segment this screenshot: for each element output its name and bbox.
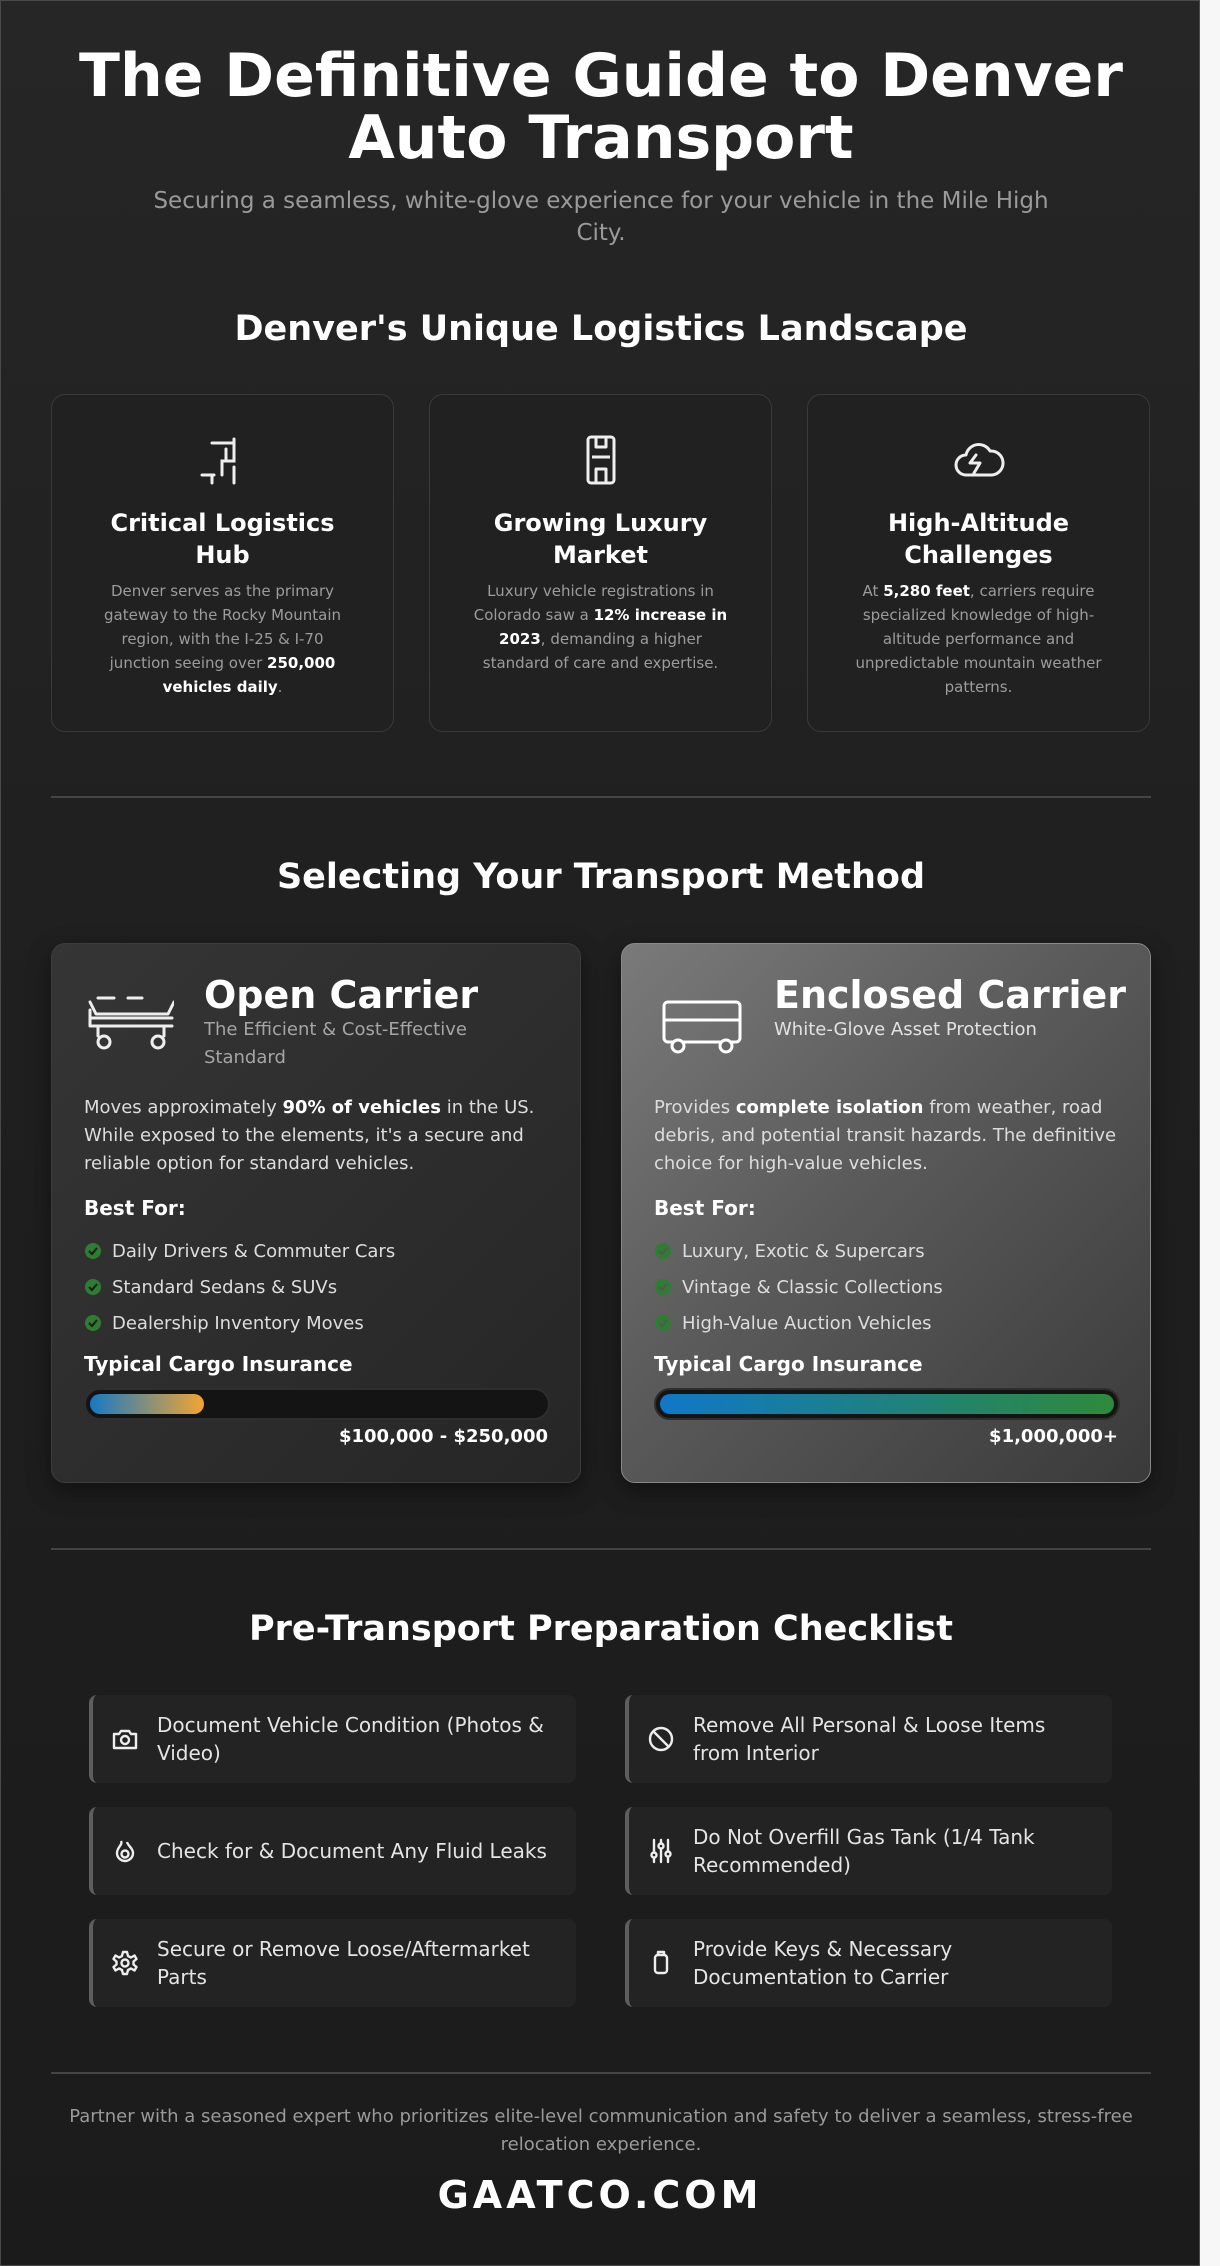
section-divider [51, 796, 1151, 798]
insurance-label: Typical Cargo Insurance [84, 1352, 353, 1376]
check-circle-icon [654, 1314, 672, 1332]
best-for-item: Luxury, Exotic & Supercars [654, 1233, 943, 1269]
checklist-item-remove-items: Remove All Personal & Loose Items from Interior [625, 1695, 1112, 1783]
sliders-icon [647, 1837, 675, 1865]
enclosed-carrier-description: Provides complete isolation from weather, road debris, and potential transit hazards. The definitive choice for high-value vehicles. [654, 1097, 1117, 1174]
enclosed-carrier-truck-icon [654, 986, 744, 1058]
camera-icon [111, 1725, 139, 1753]
section-divider [51, 1548, 1151, 1550]
enclosed-carrier-tagline: White-Glove Asset Protection [774, 1019, 1037, 1040]
best-for-item: Standard Sedans & SUVs [84, 1269, 395, 1305]
checklist-item-document-condition: Document Vehicle Condition (Photos & Video) [89, 1695, 576, 1783]
checklist-item-gas-tank: Do Not Overfill Gas Tank (1/4 Tank Recommended) [625, 1807, 1112, 1895]
feature-card-text: At 5,280 feet, carriers require specialized knowledge of high-altitude performance and unpredictable mountain weather patterns. [855, 582, 1102, 696]
feature-card-title: Critical Logistics Hub [110, 509, 335, 569]
building-icon [430, 431, 771, 489]
feature-card-title: Growing Luxury Market [493, 509, 708, 569]
feature-card-text: Denver serves as the primary gateway to the Rocky Mountain region, with the I-25 & I-70 junction seeing over 250,000 vehicles daily. [104, 582, 341, 696]
brand-link[interactable]: GAATCO.COM [437, 2173, 763, 2217]
page-title: The Definitive Guide to Denver Auto Transport [79, 41, 1123, 173]
checklist-item-fluid-leaks: Check for & Document Any Fluid Leaks [89, 1807, 576, 1895]
feature-card-logistics-hub [51, 394, 394, 732]
check-circle-icon [654, 1278, 672, 1296]
section-heading-landscape: Denver's Unique Logistics Landscape [234, 309, 968, 349]
best-for-label: Best For: [84, 1196, 186, 1220]
insurance-value: $1,000,000+ [989, 1426, 1118, 1447]
best-for-list [84, 1233, 395, 1341]
checklist-item-loose-parts: Secure or Remove Loose/Aftermarket Parts [89, 1919, 576, 2007]
insurance-label: Typical Cargo Insurance [654, 1352, 923, 1376]
insurance-bar-fill [660, 1394, 1114, 1414]
check-circle-icon [84, 1278, 102, 1296]
feature-card-text: Luxury vehicle registrations in Colorado saw a 12% increase in 2023, demanding a higher standard of care and expertise. [473, 582, 728, 672]
insurance-bar [84, 1388, 550, 1420]
section-divider [51, 2072, 1151, 2074]
feature-card-high-altitude [807, 394, 1150, 732]
insurance-bar-fill [90, 1394, 204, 1414]
best-for-item: Dealership Inventory Moves [84, 1305, 395, 1341]
fluid-drop-icon [111, 1837, 139, 1865]
footer-text: Partner with a seasoned expert who prioritizes elite-level communication and safety to deliver a seamless, stress-free relocation experience. [69, 2106, 1133, 2155]
feature-card-luxury-market [429, 394, 772, 732]
check-circle-icon [654, 1242, 672, 1260]
cloud-lightning-icon [808, 431, 1149, 489]
open-carrier-title: Open Carrier [204, 973, 479, 1017]
insurance-bar [654, 1388, 1120, 1420]
open-carrier-truck-icon [84, 986, 174, 1058]
open-carrier-card [51, 943, 581, 1483]
no-entry-icon [647, 1725, 675, 1753]
open-carrier-tagline: The Efficient & Cost-Effective Standard [204, 1019, 467, 1068]
highway-icon [52, 431, 393, 489]
key-fob-icon [647, 1949, 675, 1977]
check-circle-icon [84, 1314, 102, 1332]
best-for-item: Daily Drivers & Commuter Cars [84, 1233, 395, 1269]
best-for-label: Best For: [654, 1196, 756, 1220]
insurance-value: $100,000 - $250,000 [338, 1426, 548, 1447]
open-carrier-description: Moves approximately 90% of vehicles in the US. While exposed to the elements, it's a secure and reliable option for standard vehicles. [84, 1097, 535, 1174]
page-subtitle: Securing a seamless, white-glove experience for your vehicle in the Mile High City. [153, 188, 1049, 246]
best-for-list [654, 1233, 943, 1341]
gear-icon [111, 1949, 139, 1977]
section-heading-methods: Selecting Your Transport Method [276, 857, 926, 897]
enclosed-carrier-card [621, 943, 1151, 1483]
checklist-item-keys-docs: Provide Keys & Necessary Documentation to Carrier [625, 1919, 1112, 2007]
best-for-item: Vintage & Classic Collections [654, 1269, 943, 1305]
check-circle-icon [84, 1242, 102, 1260]
best-for-item: High-Value Auction Vehicles [654, 1305, 943, 1341]
feature-card-title: High-Altitude Challenges [887, 509, 1070, 569]
enclosed-carrier-title: Enclosed Carrier [774, 973, 1127, 1017]
section-heading-checklist: Pre-Transport Preparation Checklist [249, 1609, 953, 1649]
